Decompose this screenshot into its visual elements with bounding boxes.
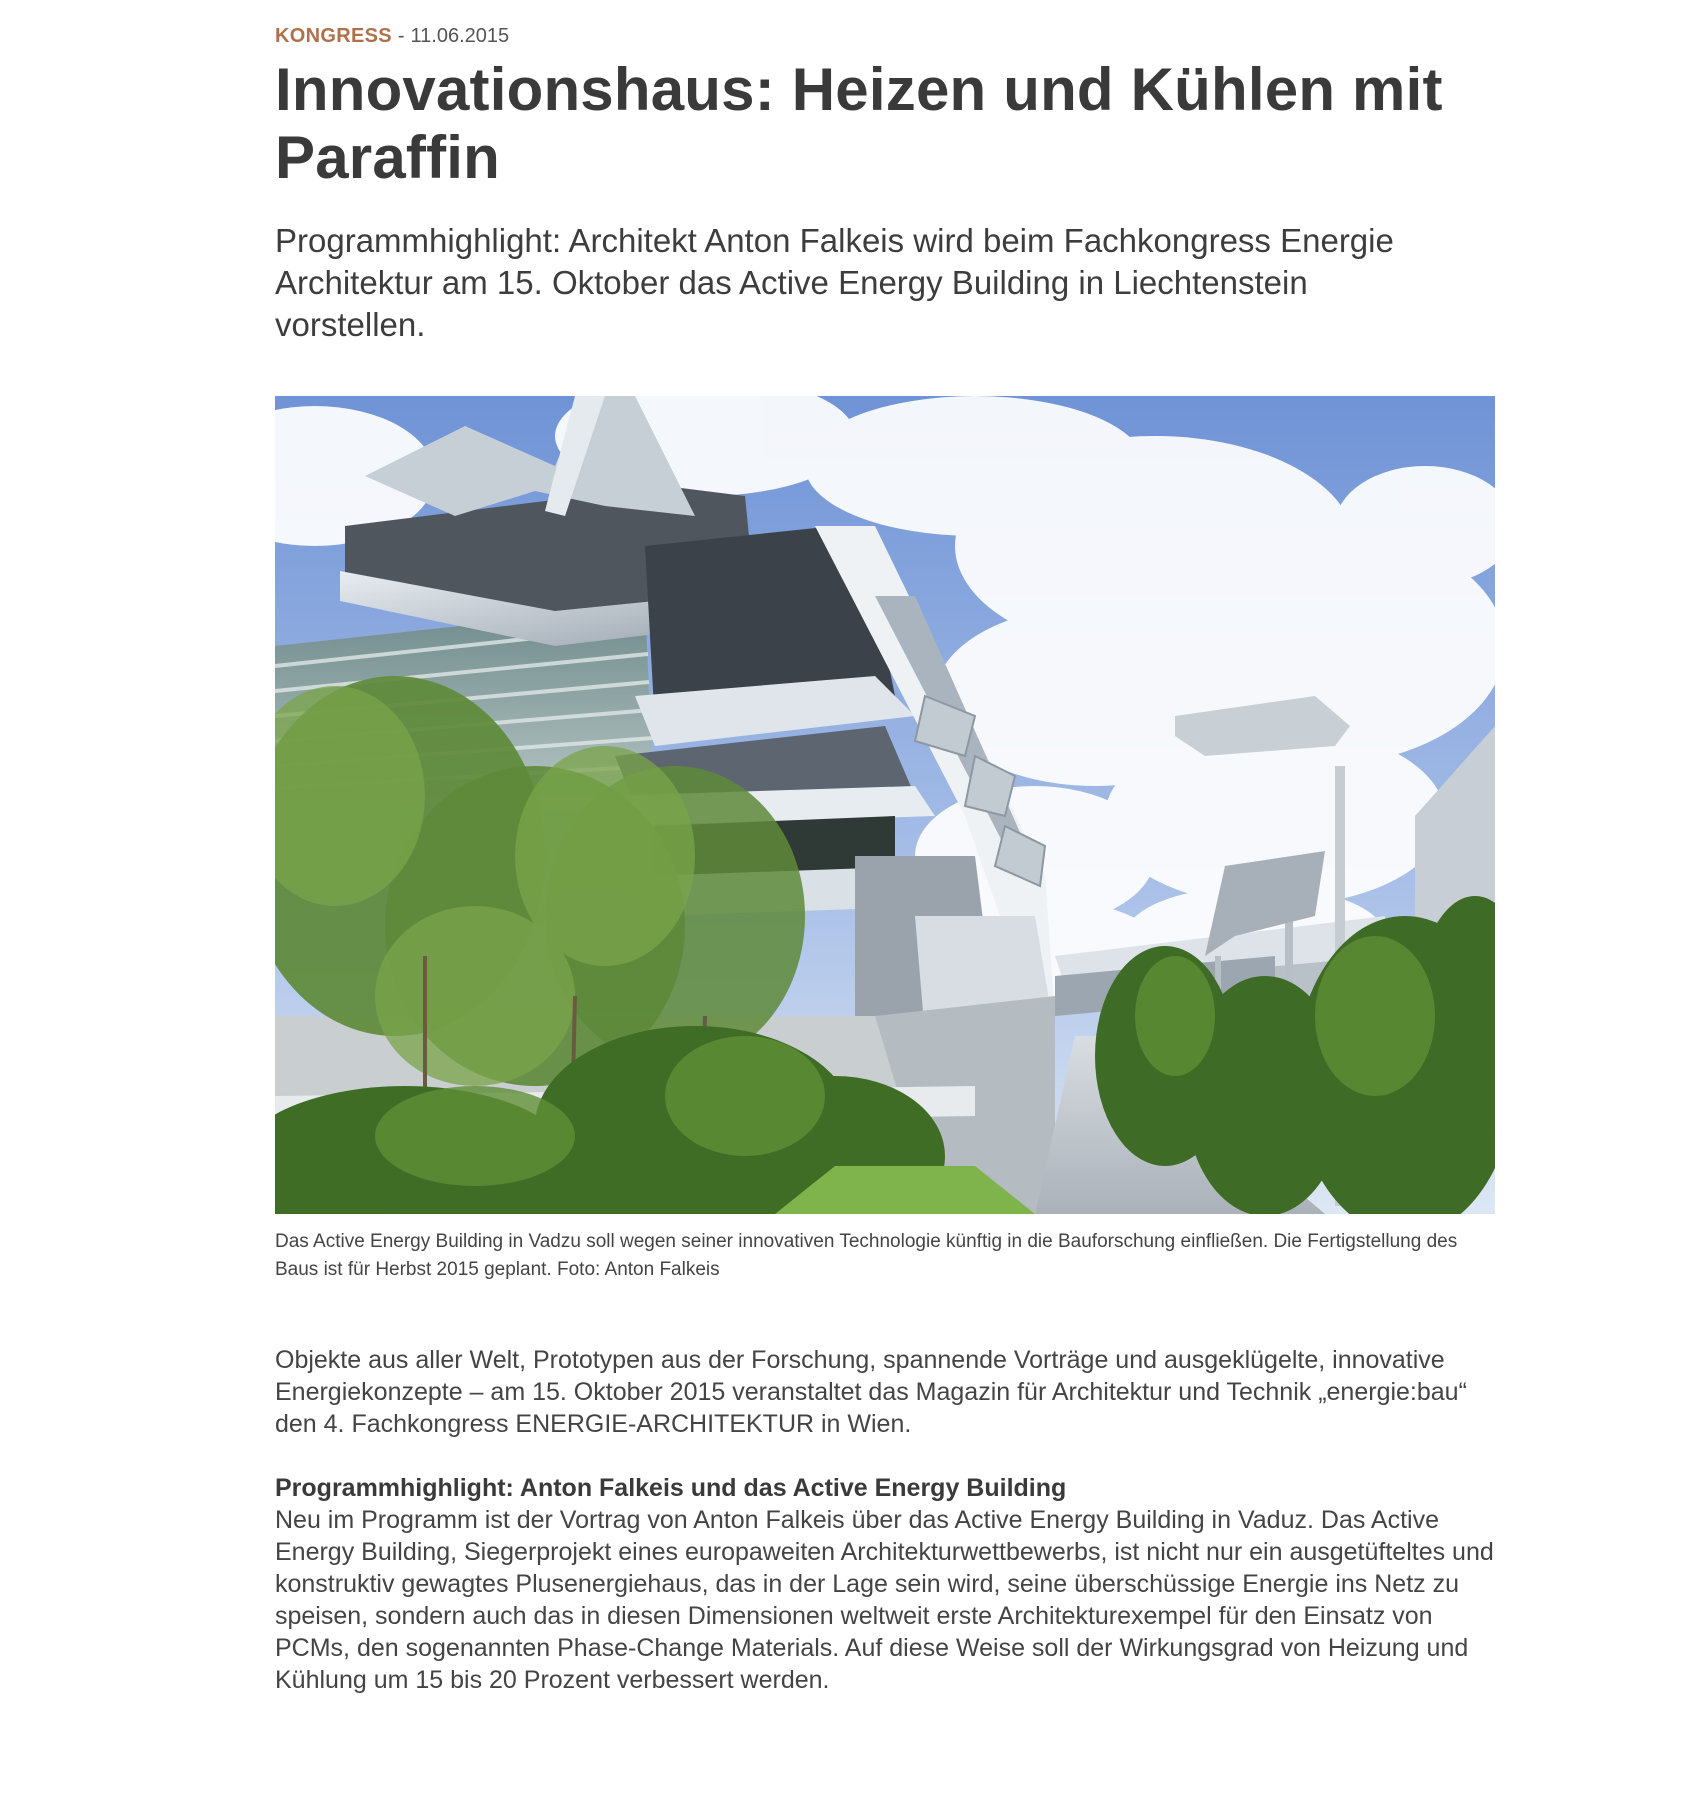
article-body: [275, 1344, 1505, 1696]
section-subheading: Programmhighlight: Anton Falkeis und das Active Energy Building: [275, 1474, 1067, 1502]
building-photo[interactable]: [275, 396, 1495, 1214]
body-paragraph: Neu im Programm ist der Vortrag von Anton Falkeis über das Active Energy Building in Vaduz. Das Active Energy Building, Siegerprojekt eines europaweiten Architekturwettbewerbs, ist nicht nur ein ausgetüfteltes und konstruktiv gewagtes Plusenergiehaus, das in der Lage sein wird, seine überschüssige Energie ins Netz zu speisen, sondern auch das in diesen Dimensionen weltweit erste Architekturexempel für den Einsatz von PCMs, den sogenannten Phase-Change Materials. Auf diese Weise soll der Wirkungsgrad von Heizung und Kühlung um 15 bis 20 Prozent verbessert werden.: [275, 1506, 1494, 1694]
article: [275, 22, 1500, 1728]
figure-caption: Das Active Energy Building in Vadzu soll wegen seiner innovativen Technologie künftig in die Bauforschung einfließen. Die Fertigstellung des Baus ist für Herbst 2015 geplant. Foto: Anton Falkeis: [275, 1231, 1458, 1280]
meta-separator: -: [397, 25, 405, 47]
article-lead: Programmhighlight: Architekt Anton Falkeis wird beim Fachkongress Energie Architektur am 15. Oktober das Active Energy Building in Liechtenstein vorstellen.: [275, 222, 1394, 343]
article-meta: [275, 22, 1500, 50]
article-figure: [275, 396, 1495, 1284]
category-label[interactable]: KONGRESS: [275, 25, 392, 47]
body-paragraph: Objekte aus aller Welt, Prototypen aus der Forschung, spannende Vorträge und ausgeklügelte, innovative Energiekonzepte – am 15. Oktober 2015 veranstaltet das Magazin für Architektur und Technik „energie:bau“ den 4. Fachkongress ENERGIE-ARCHITEKTUR in Wien.: [275, 1346, 1467, 1438]
body-section: [275, 1472, 1505, 1696]
article-title: Innovationshaus: Heizen und Kühlen mit Paraffin: [275, 56, 1443, 191]
publish-date: 11.06.2015: [410, 25, 510, 47]
